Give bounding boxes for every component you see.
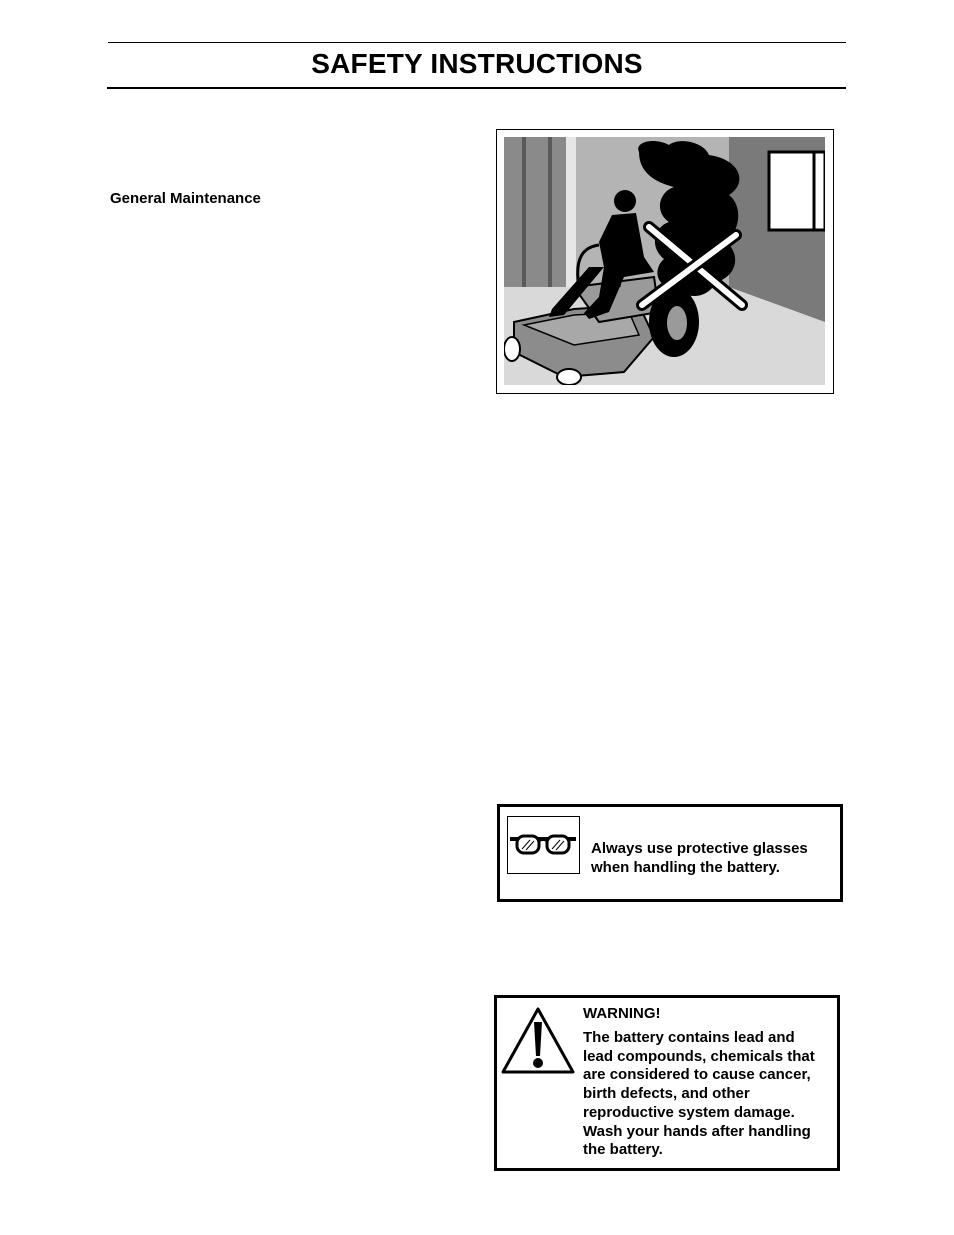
warning-line: the battery. — [583, 1141, 663, 1159]
no-indoor-operation-figure — [496, 129, 834, 394]
no-indoor-operation-illustration — [504, 137, 825, 385]
safety-glasses-icon — [508, 817, 578, 872]
glasses-notice-text — [591, 839, 836, 877]
warning-line: The battery contains lead and — [583, 1029, 795, 1046]
operator-head — [614, 190, 636, 212]
warning-line: reproductive system damage. — [583, 1103, 795, 1121]
warning-line: birth defects, and other — [583, 1085, 750, 1103]
battery-warning-box — [494, 995, 840, 1171]
warning-title: WARNING! — [583, 1005, 661, 1022]
glasses-notice-line: when handling the battery. — [591, 859, 780, 876]
warning-line: Wash your hands after handling — [583, 1122, 811, 1140]
warning-body — [583, 1029, 833, 1160]
protective-glasses-notice — [497, 804, 843, 902]
glasses-icon-frame — [507, 816, 580, 874]
warning-triangle-icon — [500, 1006, 576, 1074]
window — [769, 152, 825, 230]
page-title: SAFETY INSTRUCTIONS — [311, 48, 643, 79]
section-heading: General Maintenance — [110, 190, 261, 207]
warning-line: lead compounds, chemicals that — [583, 1047, 815, 1065]
header-rule-top — [108, 42, 846, 43]
header-rule-bottom — [107, 87, 846, 89]
warning-line: are considered to cause cancer, — [583, 1066, 811, 1084]
glasses-notice-line: Always use protective glasses — [591, 840, 808, 857]
